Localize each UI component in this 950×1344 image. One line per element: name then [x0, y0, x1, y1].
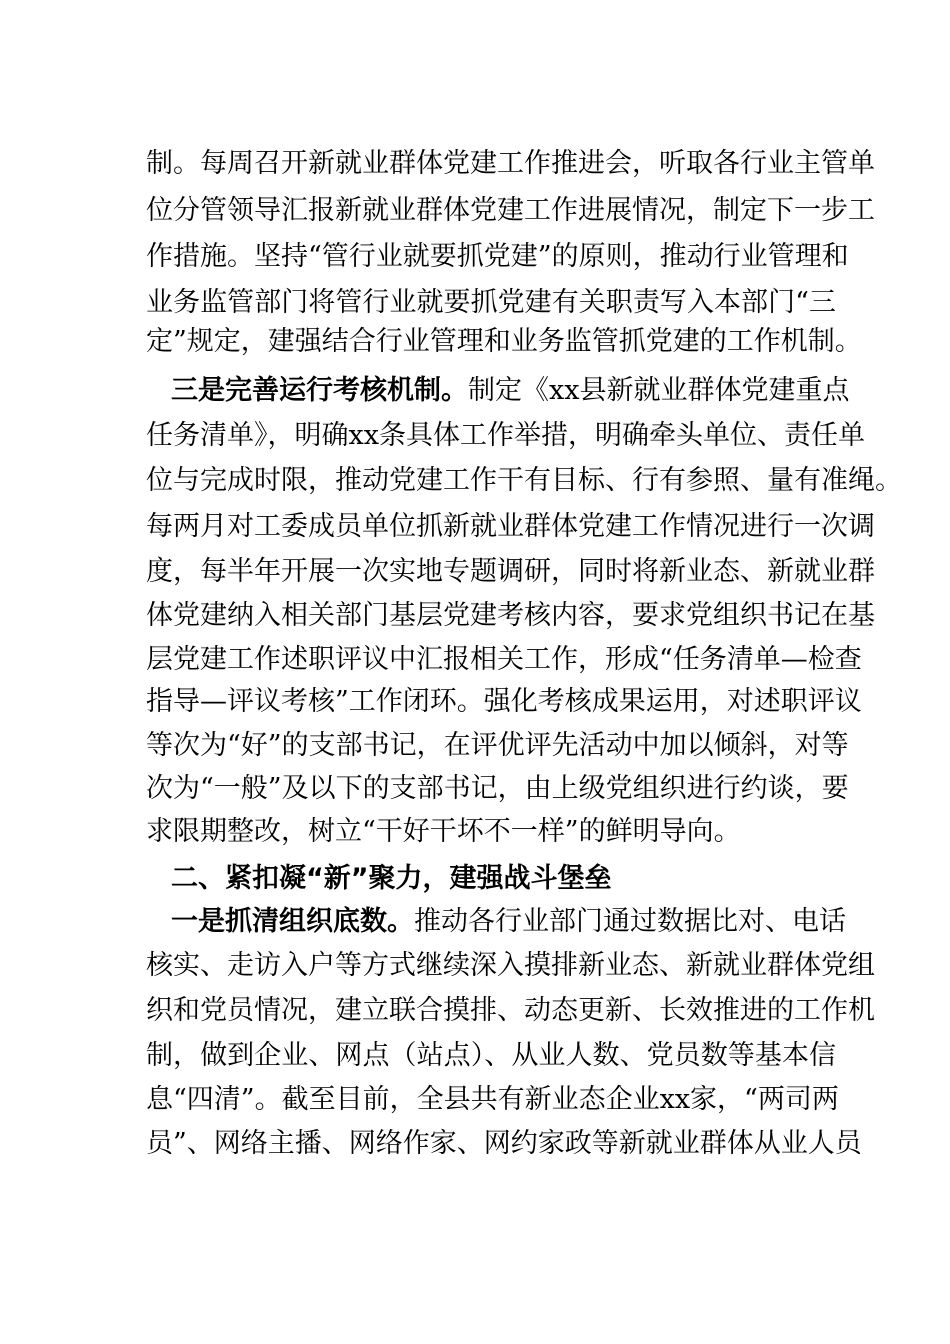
paragraph-line: 指导—评议考核”工作闭环。强化考核成果运用，对述职评议	[146, 686, 862, 717]
paragraph-lead: 三是完善运行考核机制。	[171, 375, 468, 406]
paragraph-line: 位分管领导汇报新就业群体党建工作进展情况，制定下一步工	[146, 195, 875, 226]
paragraph-line: 制。每周召开新就业群体党建工作推进会，听取各行业主管单	[146, 148, 875, 179]
paragraph-line: 位与完成时限，推动党建工作干有目标、行有参照、量有准绳。	[146, 465, 902, 496]
paragraph-line: 作措施。坚持“管行业就要抓党建”的原则，推动行业管理和	[146, 241, 849, 272]
paragraph-line: 任务清单》，明确xx条具体工作举措，明确牵头单位、责任单	[146, 420, 865, 451]
paragraph-line: 体党建纳入相关部门基层党建考核内容，要求党组织书记在基	[146, 600, 875, 631]
paragraph-line: 制，做到企业、网点（站点）、从业人数、党员数等基本信	[146, 1040, 836, 1071]
paragraph-line: 员”、网络主播、网络作家、网约家政等新就业群体从业人员	[146, 1128, 862, 1159]
paragraph-lead: 一是抓清组织底数。	[171, 906, 414, 937]
paragraph-line: 每两月对工委成员单位抓新就业群体党建工作情况进行一次调	[146, 511, 875, 542]
paragraph-line: 等次为“好”的支部书记，在评优评先活动中加以倾斜，对等	[146, 730, 849, 761]
paragraph-line: 核实、走访入户等方式继续深入摸排新业态、新就业群体党组	[146, 950, 875, 981]
paragraph-line: 织和党员情况，建立联合摸排、动态更新、长效推进的工作机	[146, 995, 875, 1026]
paragraph-line: 求限期整改，树立“干好干坏不一样”的鲜明导向。	[146, 816, 741, 847]
section-heading: 二、紧扣凝“新”聚力，建强战斗堡垒	[171, 863, 612, 894]
paragraph-line: 业务监管部门将管行业就要抓党建有关职责写入本部门“三	[146, 287, 836, 318]
paragraph-line: 次为“一般”及以下的支部书记，由上级党组织进行约谈，要	[146, 773, 849, 804]
paragraph-line: 层党建工作述职评议中汇报相关工作，形成“任务清单—检查	[146, 644, 862, 675]
paragraph-line: 息“四清”。截至目前，全县共有新业态企业xx家，“两司两	[146, 1084, 839, 1115]
paragraph-line: 定”规定，建强结合行业管理和业务监管抓党建的工作机制。	[146, 326, 862, 357]
paragraph-lead-line: 三是完善运行考核机制。制定《xx县新就业群体党建重点	[171, 375, 850, 406]
paragraph-lead-line: 一是抓清组织底数。推动各行业部门通过数据比对、电话	[171, 906, 846, 937]
paragraph-line: 度，每半年开展一次实地专题调研，同时将新业态、新就业群	[146, 556, 875, 587]
